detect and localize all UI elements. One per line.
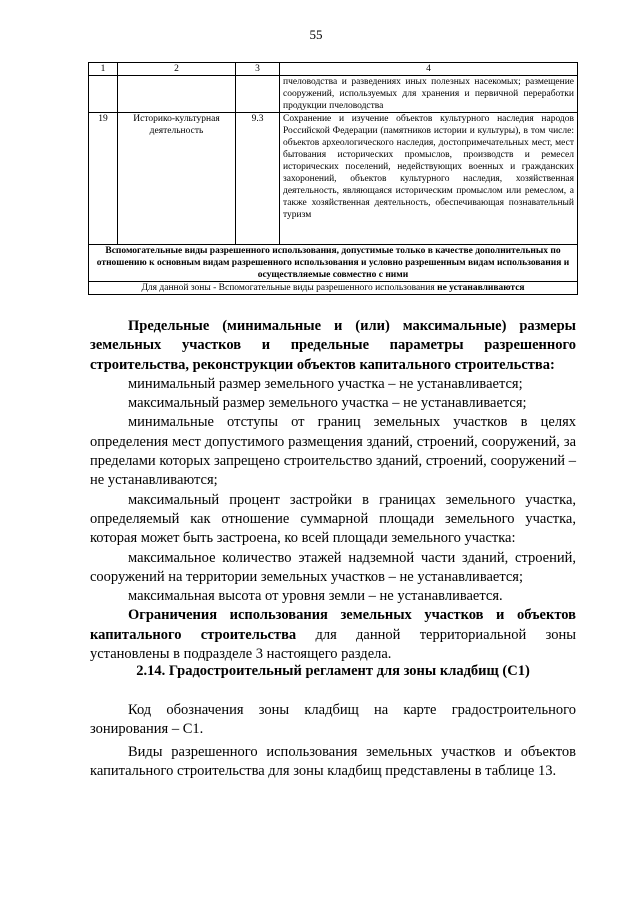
table-cell-empty xyxy=(89,76,118,113)
limit-item: максимальная высота от уровня земли – не устанавливается. xyxy=(128,588,503,605)
header-col-1: 1 xyxy=(89,63,118,76)
use-type-name: Историко-культурная деятельность xyxy=(118,113,236,245)
table-footer xyxy=(89,282,578,295)
footer-bold-text: не устанавливаются xyxy=(437,283,525,293)
table-header-row xyxy=(89,63,578,76)
limit-item: минимальные отступы от границ земельных участков в целях определения мест допустимого размещения зданий, строений, сооружений, за пределами которых запрещено строительство зданий, строений, сооружений – не устанавливаются; xyxy=(90,414,576,489)
limits-heading: Предельные (минимальные и (или) максимальные) размеры земельных участков и предельные параметры разрешенного строительства, реконструкции объектов капитального строительства: xyxy=(90,318,576,373)
limit-item: минимальный размер земельного участка – не устанавливается; xyxy=(128,375,523,392)
use-type-code: 9.3 xyxy=(236,113,280,245)
restrictions-bold: Ограничения использования земельных участков и объектов капитального строительства xyxy=(90,607,576,643)
restrictions-paragraph xyxy=(90,606,576,664)
auxiliary-uses-heading: Вспомогательные виды разрешенного использования, допустимые только в качестве дополнительных по отношению к основным видам разрешенного использования и условно разрешенным видам использования и осуществляемые совместно с ними xyxy=(89,245,578,282)
header-col-3: 3 xyxy=(236,63,280,76)
zone-code-paragraph: Код обозначения зоны кладбищ на карте градостроительного зонирования – С1. xyxy=(90,702,576,738)
cemetery-body xyxy=(90,701,576,781)
table-cell-empty xyxy=(118,76,236,113)
limit-item: максимальный процент застройки в границах земельного участка, определяемый как отношение суммарной площади земельного участка, которая может быть застроена, ко всей площади земельного участка: xyxy=(90,491,576,547)
cemetery-section xyxy=(90,662,576,681)
continuation-description: пчеловодства и разведениях иных полезных насекомых; размещение сооружений, используемых для хранения и первичной переработки продукции пчеловодства xyxy=(280,76,578,113)
limits-section xyxy=(90,317,576,664)
table-cell-empty xyxy=(236,76,280,113)
table-row xyxy=(89,282,578,295)
restrictions-rest: для данной территориальной зоны установлены в подразделе 3 настоящего раздела. xyxy=(90,626,576,663)
use-types-paragraph: Виды разрешенного использования земельных участков и объектов капитального строительства для зоны кладбищ представлены в таблице 13. xyxy=(90,743,576,779)
use-type-description: Сохранение и изучение объектов культурного наследия народов Российской Федерации (памятников истории и культуры), в том числе: объектов археологического наследия, достопримечательных мест, мест бытования исторических промыслов, производств и ремесел исторических поселений, недействующих военных и гражданских захоронений, объектов культурного наследия, хозяйственная деятельность, являющаяся историческим промыслом или ремеслом, а также хозяйственная деятельность, обеспечивающая познавательный туризм xyxy=(280,113,578,245)
header-col-2: 2 xyxy=(118,63,236,76)
table-row xyxy=(89,245,578,282)
section-heading: 2.14. Градостроительный регламент для зоны кладбищ (С1) xyxy=(136,663,530,679)
limit-item: максимальный размер земельного участка – не устанавливается; xyxy=(128,395,527,412)
page-number: 55 xyxy=(309,27,323,42)
row-number: 19 xyxy=(89,113,118,245)
table-row xyxy=(89,76,578,113)
header-col-4: 4 xyxy=(280,63,578,76)
limit-item: максимальное количество этажей надземной части зданий, строений, сооружений на территории земельных участков – не устанавливается; xyxy=(90,549,576,585)
land-use-table xyxy=(88,62,578,295)
table-row xyxy=(89,113,578,245)
footer-text: Для данной зоны - Вспомогательные виды разрешенного использования xyxy=(141,283,435,293)
